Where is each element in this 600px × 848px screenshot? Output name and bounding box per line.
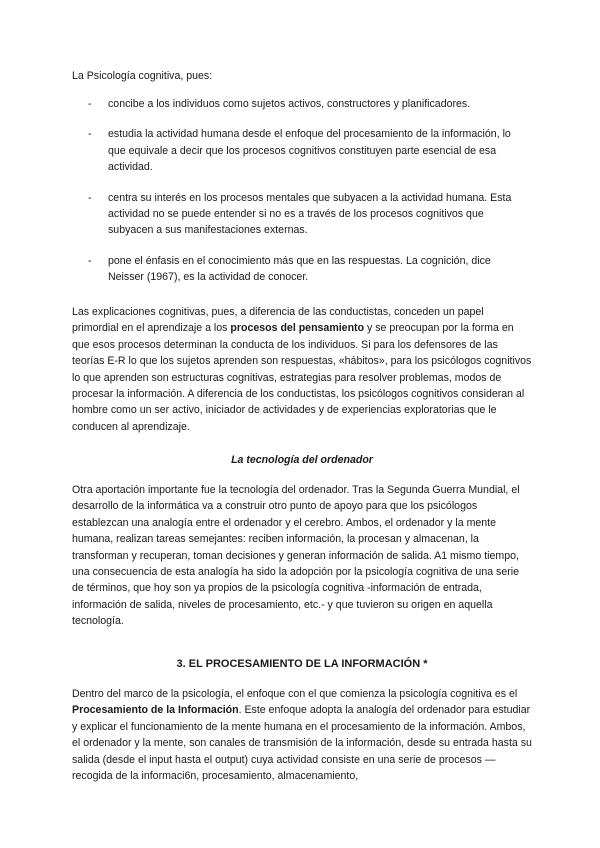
intro-line: La Psicología cognitiva, pues: <box>72 70 213 82</box>
list-item <box>88 190 528 239</box>
bullet-dash: - <box>88 98 92 110</box>
bullet-dash: - <box>88 191 92 204</box>
bullet-text: centra su interés en los procesos mentales que subyacen a la actividad humana. Esta actividad no se puede entender si no es a través de los procesos cognitivos que subyacen a sus manifestaciones externas. <box>108 191 512 237</box>
bullet-list <box>88 96 528 300</box>
list-item <box>88 253 528 286</box>
list-item <box>88 126 528 175</box>
bullet-text: concibe a los individuos como sujetos activos, constructores y planificadores. <box>108 98 471 110</box>
section-heading-processing: 3. EL PROCESAMIENTO DE LA INFORMACIÓN * <box>176 658 428 670</box>
bullet-text: pone el énfasis en el conocimiento más que en las respuestas. La cognición, dice Neisser (1967), es la actividad de conocer. <box>108 254 491 284</box>
paragraph-text: y se preocupan por la forma en que esos procesos determinan la conducta de los individuos. Si para los defensores de las teorías E-R lo que los sujetos aprenden son respuestas, «hábitos», para los psicólogos cognitivos lo que aprenden son estructuras cognitivas, estrategias para resolver problemas, modos de procesar la información. A diferencia de los conductistas, los psicólogos cognitivos consideran al hombre como un ser activo, iniciador de actividades y de experiencias exploratorias que le conducen al aprendizaje. <box>72 322 532 433</box>
paragraph-information-processing <box>72 686 532 784</box>
bullet-text: estudia la actividad humana desde el enfoque del procesamiento de la información, lo que equivale a decir que los procesos cognitivos constituyen parte esencial de esa actividad. <box>108 128 511 174</box>
section-heading-technology: La tecnología del ordenador <box>231 454 373 466</box>
paragraph-text: . Este enfoque adopta la analogía del ordenador para estudiar y explicar el funcionamiento de la mente humana en el procesamiento de la información. Ambos, el ordenador y la mente, son canales de transmisión de la información, desde su entrada hasta su salida (desde el input hasta el output) cuya actividad consiste en una serie de procesos —recogida de la informaci6n, procesamiento, almacenamiento, <box>72 704 532 783</box>
bold-term: procesos del pensamiento <box>230 322 365 335</box>
paragraph-cognitive-explanations <box>72 304 532 435</box>
bold-term: Procesamiento de la Información <box>72 704 239 717</box>
bullet-dash: - <box>88 128 92 141</box>
paragraph-text: Las explicaciones cognitivas, pues, a diferencia de las conductistas, conceden un papel primordial en el aprendizaje a los <box>72 306 484 335</box>
bullet-dash: - <box>88 254 92 267</box>
paragraph-computer-technology: Otra aportación importante fue la tecnología del ordenador. Tras la Segunda Guerra Mundial, el desarrollo de la informática va a construir otro punto de apoyo para que los psicólogos establezcan una analogía entre el ordenador y el cerebro. Ambos, el ordenador y la mente humana, realizan tareas semejantes: reciben información, la procesan y almacenan, la transforman y recuperan, toman decisiones y generan información de salida. A1 mismo tiempo, una consecuencia de esta analogía ha sido la adopción por la psicología cognitiva de una serie de términos, que hoy son ya propios de la psicología cognitiva -información de entrada, información de salida, niveles de procesamiento, etc.- y que tuvieron su origen en aquella tecnología. <box>72 484 520 628</box>
list-item <box>88 96 528 112</box>
paragraph-text: Dentro del marco de la psicología, el enfoque con el que comienza la psicología cognitiva es el <box>72 688 518 700</box>
